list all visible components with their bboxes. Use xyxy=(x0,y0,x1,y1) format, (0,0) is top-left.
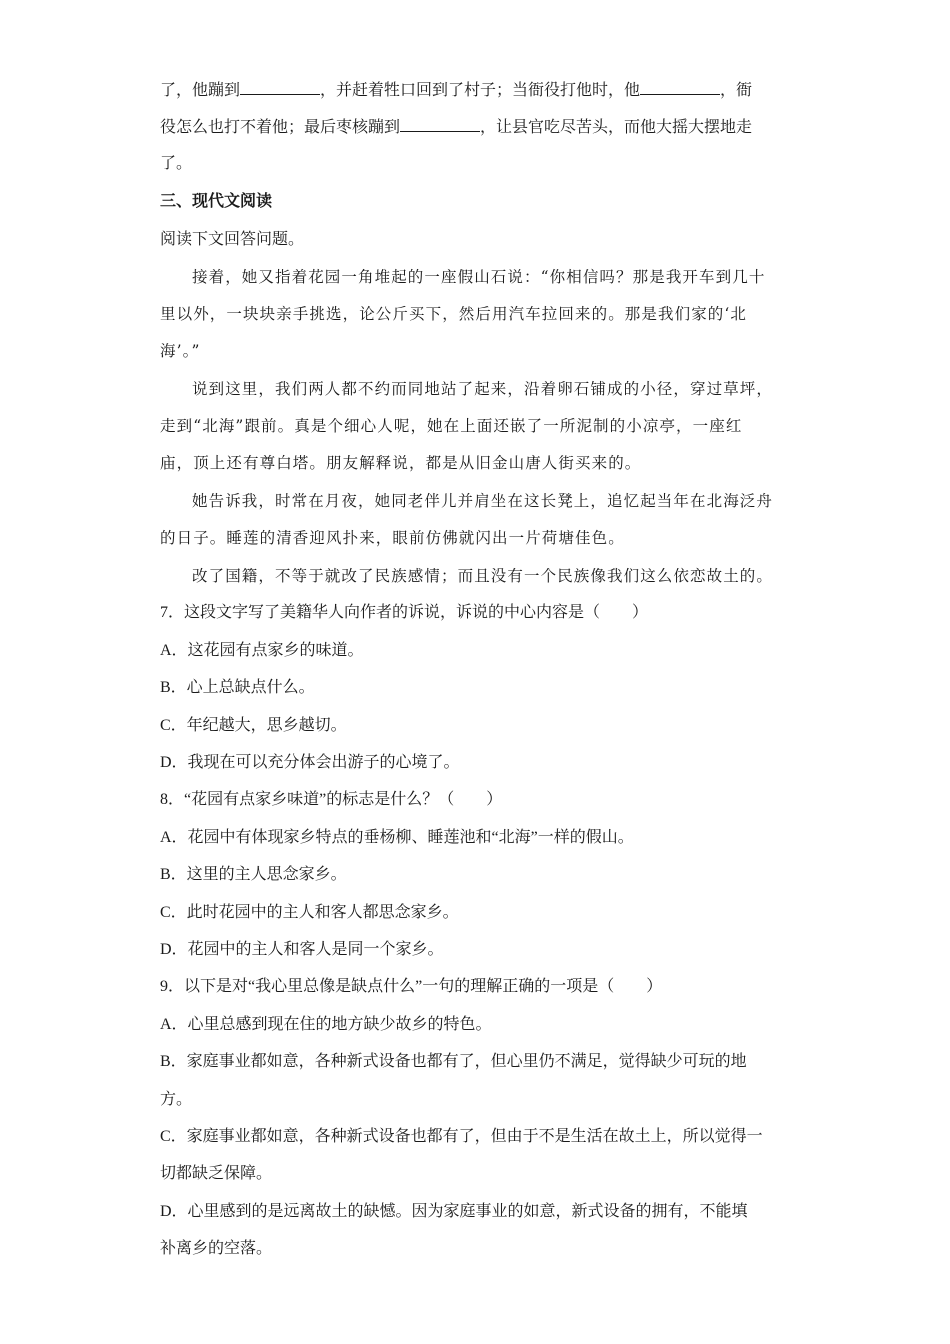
question-7-option-b[interactable]: B．心上总缺点什么。 xyxy=(160,679,315,696)
passage-line: 接着，她又指着花园一角堆起的一座假山石说：“你相信吗？那是我开车到几十 xyxy=(192,268,766,286)
question-7-stem: 7．这段文字写了美籍华人向作者的诉说，诉说的中心内容是（ ） xyxy=(160,604,649,621)
passage-line: 里以外，一块块亲手挑选，论公斤买下，然后用汽车拉回来的。那是我们家的‘北 xyxy=(160,305,748,323)
question-9-option-b[interactable]: B．家庭事业都如意，各种新式设备也都有了，但心里仍不满足，觉得缺少可玩的地 xyxy=(160,1053,747,1070)
answer-blank[interactable] xyxy=(640,80,720,95)
text-run: 了，他蹦到 xyxy=(160,82,241,99)
passage-line: 说到这里，我们两人都不约而同地站了起来，沿着卵石铺成的小径，穿过草坪， xyxy=(192,380,774,398)
question-8-option-d[interactable]: D．花园中的主人和客人是同一个家乡。 xyxy=(160,941,444,958)
passage-line: 的日子。睡莲的清香迎风扑来，眼前仿佛就闪出一片荷塘佳色。 xyxy=(160,529,625,547)
question-8-option-a[interactable]: A．花园中有体现家乡特点的垂杨柳、睡莲池和“北海”一样的假山。 xyxy=(160,829,634,846)
fill-blank-line-1 xyxy=(160,80,790,101)
question-8-stem: 8．“花园有点家乡味道”的标志是什么？（ ） xyxy=(160,791,503,808)
question-7-option-d[interactable]: D．我现在可以充分体会出游子的心境了。 xyxy=(160,754,460,771)
question-9-option-d-cont: 补离乡的空落。 xyxy=(160,1240,273,1257)
question-9-stem: 9．以下是对“我心里总像是缺点什么”一句的理解正确的一项是（ ） xyxy=(160,978,663,995)
question-8-option-b[interactable]: B．这里的主人思念家乡。 xyxy=(160,866,347,883)
answer-blank[interactable] xyxy=(240,80,320,95)
fill-blank-line-2 xyxy=(160,117,790,138)
passage-line: 走到“北海”跟前。真是个细心人呢，她在上面还嵌了一所泥制的小凉亭，一座红 xyxy=(160,417,743,435)
fill-blank-line-3: 了。 xyxy=(160,155,193,172)
question-7-option-c[interactable]: C．年纪越大，思乡越切。 xyxy=(160,717,347,734)
question-9-option-b-cont: 方。 xyxy=(160,1091,193,1108)
passage-line: 海’。” xyxy=(160,342,201,360)
question-8-option-c[interactable]: C．此时花园中的主人和客人都思念家乡。 xyxy=(160,904,459,921)
text-run: ，让县官吃尽苦头，而他大摇大摆地走 xyxy=(480,119,753,136)
text-run: 役怎么也打不着他；最后枣核蹦到 xyxy=(160,119,401,136)
question-9-option-c-cont: 切都缺乏保障。 xyxy=(160,1165,273,1182)
section-title: 三、现代文阅读 xyxy=(160,193,273,210)
question-9-option-c[interactable]: C．家庭事业都如意，各种新式设备也都有了，但由于不是生活在故土上，所以觉得一 xyxy=(160,1128,763,1145)
question-7-option-a[interactable]: A．这花园有点家乡的味道。 xyxy=(160,642,364,659)
passage-line: 她告诉我，时常在月夜，她同老伴儿并肩坐在这长凳上，追忆起当年在北海泛舟 xyxy=(192,492,774,510)
instruction: 阅读下文回答问题。 xyxy=(160,231,305,248)
passage-line: 改了国籍，不等于就改了民族感情；而且没有一个民族像我们这么依恋故土的。 xyxy=(192,567,774,585)
text-run: ，并赶着牲口回到了村子；当衙役打他时，他 xyxy=(320,82,641,99)
passage-line: 庙，顶上还有尊白塔。朋友解释说，都是从旧金山唐人街买来的。 xyxy=(160,454,642,472)
text-run: ，衙 xyxy=(720,82,753,99)
answer-blank[interactable] xyxy=(400,117,480,132)
question-9-option-a[interactable]: A．心里总感到现在住的地方缺少故乡的特色。 xyxy=(160,1016,492,1033)
question-9-option-d[interactable]: D．心里感到的是远离故土的缺憾。因为家庭事业的如意，新式设备的拥有，不能填 xyxy=(160,1203,748,1220)
